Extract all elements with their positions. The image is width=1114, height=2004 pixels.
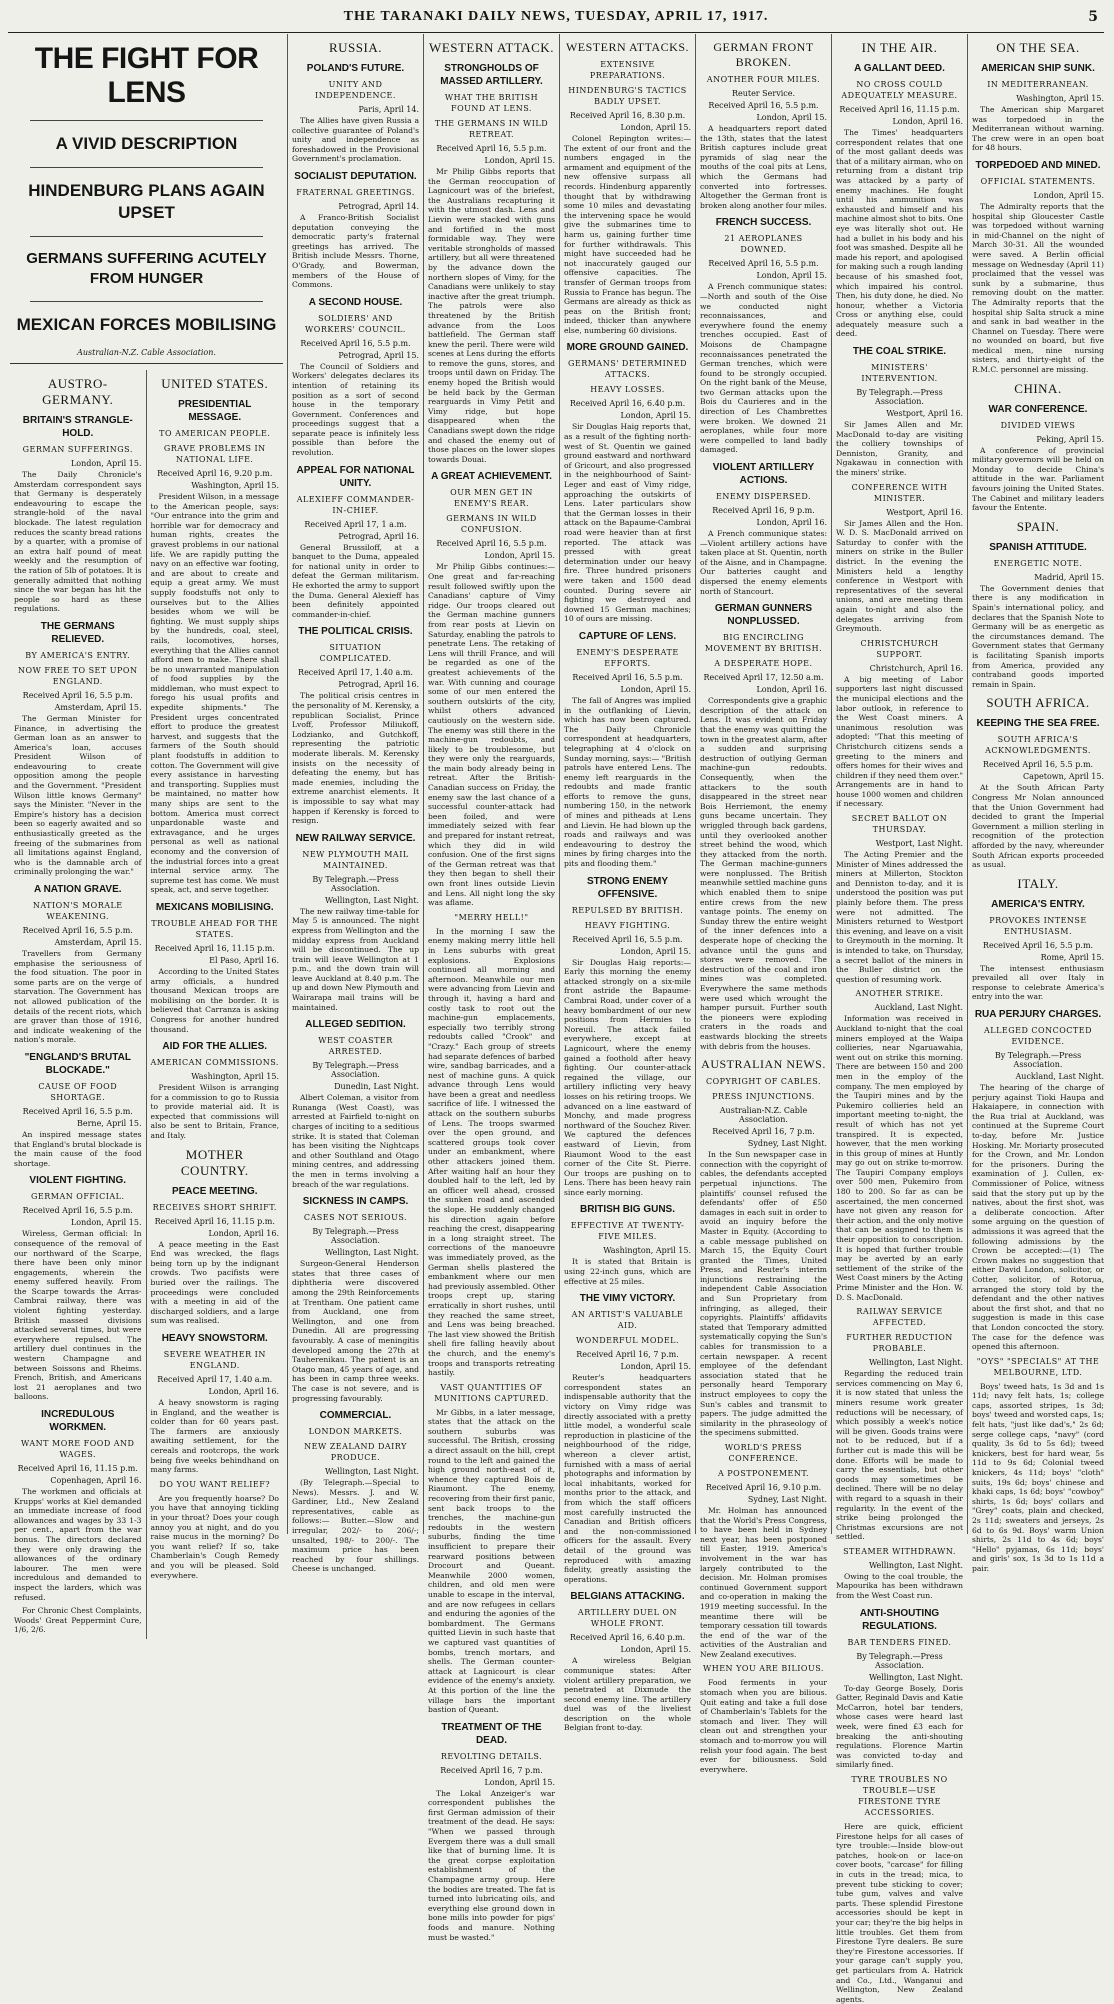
- sub-heading-thin: A DESPERATE HOPE.: [714, 659, 813, 669]
- dateline: London, April 16.: [892, 117, 963, 126]
- sub-heading: TREATMENT OF THE DEAD.: [441, 1721, 542, 1746]
- article-body: Sir Douglas Haig reports that, as a result of the fighting north-west of St. Quentin we gained ground eastward and northward of Gricourt, and also progressed in the neighbourhood of Saint-Leger and east of Vimy ridge, approaching the outskirts of Lens. Later particulars show that the German losses in their attack on the Bapaume-Cambrai road were heavier than at first reported. The attack was pressed with great determination under our heavy fire. Three hundred prisoners were taken and 1500 dead counted. During severe air fighting we destroyed and downed 15 German machines; 10 of ours are missing.: [564, 422, 691, 624]
- article-body: General Brussiloff, at a banquet to the Duma, appealed for national unity in order to defeat the German militarism. He exhorted the army to support the Duma. General Alexieff has been definitely appointed commander-in-chief.: [292, 542, 419, 619]
- article-body: President Wilson, in a message to the American people, says: "Our entrance into the grim and horrible war for democracy and human rights, creates the gravest problems in our national life. We are rapidly putting the navy on an effective war footing, and are about to create and equip a great army. We must supply foodstuffs not only to ourselves but to the Allies besides whom we will be fighting. We must supply ships by the hundreds, coal, steel, rails, locomotives, horses, everything that the Allies cannot afford men to make. There shall be no unwarranted manipulation of food supplies by the middleman, who must expect to forego his usual profits and expedite shipments." The President urges concentrated effort to produce the greatest harvest, and suggests that the farmers of the South should plant foodstuffs in addition to cotton. The Government will give every assistance in harvesting and transporting. Supplies must be maintained, no matter how many ships are sent to the bottom. America must correct unpardonable waste and extravagance, and he urges personal as well as national economy and the conversion of the industrial forces into a great internal service army. The supreme test has come. We must speak, act, and serve together.: [150, 492, 279, 895]
- received-line: By Telegraph.—Press Association.: [312, 1061, 399, 1080]
- dateline: Wellington, Last Night.: [868, 1358, 963, 1368]
- main-headline: THE FIGHT FOR LENS: [34, 42, 259, 109]
- received-line: Received April 16, 5.5 p.m.: [22, 690, 133, 700]
- dateline: Westport, Last Night.: [875, 839, 963, 849]
- article-body: In the Sun newspaper case in connection with the copyright of cables, the defendants accepted perpetual injunctions. The plaintiffs' counsel refused the defendants' offer of £50 damages in each suit in order to avoid an inquiry before the Master in Equity. (According to a cable message published on March 15, the Equity Court granted the Times, United Press, and Reuter's interim injunctions restraining the independent Cable Association and Sun Proprietary from infringing, as alleged, their copyrights. Plaintiffs' affidavits stated that Temporary admitted systematically copying the Sun's cables for transmission to a certain newspaper. A recent employee of the defendant association stated that he personally heard Temporary instruct employees to copy the Sun's cables and transmit to papers. The judge admitted the similarity in the phraseology of the specimens submitted.: [700, 1150, 827, 1438]
- dateline: Washington, April 15.: [1016, 94, 1104, 103]
- advertisement: Food ferments in your stomach when you are bilious. Quit eating and take a full dose of Chamberlain's Tablets for the stomach and liver. They will clean out and strengthen your stomach and to-morrow you will relish your food again. The best ever for biliousness. Sold everywhere.: [700, 1678, 827, 1774]
- article-body: A heavy snowstorm is raging in England, and the weather is colder than for 60 years past. The farmers are anxiously awaiting settlement, for the cereals and rootcrops, the work being five weeks behindhand on many farms.: [150, 1398, 279, 1475]
- sub-heading-thin: CHRISTCHURCH SUPPORT.: [860, 638, 939, 659]
- sub-heading-thin: GERMAN OFFICIAL.: [31, 1192, 125, 1202]
- article-body: The political crisis centres in the personality of M. Kerensky, a republican Socialist, Prince Lvoff, Professor Miliukoff, Lodzianko, and Gutchkoff, representing the patriotic moderate liberals. M. Kerensky insists on the necessity of defeating the enemy, but has made enemies, including the extreme anarchist elements. It is impossible to say what may happen if Kerensky is forced to resign.: [292, 691, 419, 826]
- sub-heading-thin: NEW ZEALAND DAIRY PRODUCE.: [304, 1442, 407, 1463]
- article-body: The workmen and officials at Krupps' works at Kiel demanded an immediate increase of food allowances and wages by 33 1-3 per cent., apart from the war bonus. The directors declared they were only drawing the allowances of the ordinary labourer. The men were incredulous and demanded to inspect the larders, which was refused.: [14, 1487, 142, 1602]
- sub-heading: SPANISH ATTITUDE.: [989, 541, 1087, 553]
- dateline: Westport, April 16.: [886, 507, 963, 517]
- sub-heading: PRESIDENTIAL MESSAGE.: [178, 399, 252, 423]
- article-body: The intensest enthusiasm prevailed all over Italy in response to celebrate America's entry into the war.: [972, 963, 1104, 1002]
- sub-heading-thin: GERMANS IN WILD CONFUSION.: [446, 514, 537, 535]
- sub-heading-thin: EXTENSIVE PREPARATIONS.: [589, 60, 666, 80]
- sub-heading: RUA PERJURY CHARGES.: [974, 1009, 1102, 1021]
- sub-heading: BRITAIN'S STRANGLE-HOLD.: [22, 415, 133, 439]
- sub-heading-thin: PRESS INJUNCTIONS.: [712, 1092, 815, 1102]
- article-body: Mr Philip Gibbs reports that the German reoccupation of Lagnicourt was of the briefest, the Australians recapturing it with the utmost dash. Lens and Lievin were stacked with guns and fortified in the most formidable way. They were veritable strongholds of massed artillery, but all were threatened by the advance down the northern slopes of Vimy, for the Canadians were unlikely to stay inactive after the great triumph. The patrols were also threatened by the British advance from the Loos battlefield. The German staff knew the peril. There were wild scenes at Lens during the efforts to remove the guns, stores, and troops until dawn on Friday. The enemy hoped the British would be held back by the German rearguards in Vimy Petit and Vimy ridge, but hope disappeared when the Canadians swept down the ridge and chased the enemy out of those places on the lower slopes towards Douai.: [428, 167, 555, 464]
- sub-heading: A NATION GRAVE.: [33, 884, 122, 895]
- column-1: [6, 34, 288, 1635]
- received-line: By Telegraph.—Press Association.: [856, 388, 943, 407]
- headline-hindenburg: HINDENBURG PLANS AGAIN UPSET: [28, 181, 265, 222]
- dateline: Wellington, Last Night.: [324, 895, 419, 905]
- sub-heading: AMERICAN SHIP SUNK.: [981, 63, 1095, 74]
- dateline: Copenhagen, April 16.: [50, 1476, 142, 1485]
- sub-heading-thin: VAST QUANTITIES OF MUNITIONS CAPTURED.: [434, 1382, 549, 1403]
- sub-heading: VIOLENT FIGHTING.: [29, 1175, 127, 1187]
- dateline: Peking, April 15.: [1036, 434, 1104, 444]
- sub-heading: THE VIMY VICTORY.: [579, 1293, 676, 1305]
- sub-heading-thin: GERMAN SUFFERINGS.: [22, 445, 133, 454]
- sub-heading: MORE GROUND GAINED.: [566, 342, 689, 354]
- sub-heading-thin: HEAVY FIGHTING.: [584, 920, 671, 930]
- dateline: Washington, April 15.: [191, 1072, 279, 1082]
- received-line: Australian-N.Z. Cable Association.: [719, 1106, 808, 1125]
- article-body: The German Minister for Finance, in advertising the German loan as an answer to America's loan, accuses President Wilson of endeavouring to create opposition among the people and the Government. "President Wilson little knows Germany" says the Minister. "Never in the Empire's history has a decision been so eagerly awaited and so enthusiastically greeted as the freeing of the submarines from all limitations against England, who is the damnable arch of criminally prolonging the war.": [14, 713, 142, 877]
- received-line: Received April 16, 5.5 p.m.: [708, 101, 819, 110]
- article-body: A Franco-British Socialist deputation conveying the democratic party's fraternal greetings has arrived. The British include Messrs. Thorne, O'Grady, and Bowerman, members of the House of Commons.: [292, 212, 419, 290]
- sub-heading-thin: OUR MEN GET IN ENEMY'S REAR.: [450, 488, 533, 509]
- article-body: A French communique states:—Violent artillery actions have taken place at St. Quentin, north of the Aisne, and in Champagne. Our batteries caught and dispersed the enemy elements north of Stancourt.: [700, 529, 827, 596]
- article-body: Mr. Holman has announced that the World's Press Congress, to have been held in Sydney next year, has been postponed till Easter, 1919. America's involvement in the war has largely contributed to the decision. Mr. Holman promises continued Government support and co-operation in making the 1919 meeting successful. In the meantime there will be temporary cessation till towards the end of the war of the activities of the Australian and New Zealand executives.: [700, 1505, 827, 1659]
- article-body: Surgeon-General Henderson states that three cases of diphtheria were discovered among the 29th Reinforcements at Trentham. One patient came from Auckland, one from Wellington, and one from Dunedin. All are progressing favourably. A case of meningitis developed among the 27th at Tauherenikau. The patient is an Otago man, 45 years of age, and has been in camp three weeks. The case is not severe, and is progressing favourably.: [292, 1259, 419, 1403]
- subcolumn-right: [147, 370, 284, 1639]
- sub-heading-thin: WORLD'S PRESS CONFERENCE.: [724, 1442, 803, 1463]
- headline-mexican: MEXICAN FORCES MOBILISING: [16, 315, 277, 334]
- article-body: Albert Coleman, a visitor from Runanga (West Coast), was arrested at Fairfield to-night on charges of inciting to a seditious strike. It is stated that Coleman has been visiting the Nightcaps and other Southland and Otago mining centres, and addressing the men in terms involving a breach of the war regulations.: [292, 1093, 419, 1189]
- dateline: Petrograd, April 16.: [338, 680, 419, 690]
- received-line: Received April 16, 7 p.m.: [712, 1127, 815, 1137]
- sub-heading-thin: TYRE TROUBLES NO TROUBLE—USE FIRESTONE TYRE ACCESSORIES.: [851, 1775, 948, 1817]
- received-line: Reuter Service.: [731, 89, 796, 98]
- sub-heading-thin: MINISTERS' INTERVENTION.: [861, 363, 938, 384]
- article-body: An inspired message states that England's brutal blockade is the main cause of the food shortage.: [14, 1129, 142, 1168]
- article-body: The fall of Angres was implied in the outflanking of Lievin, which has now been captured. The Daily Chronicle correspondent at headquarters, telegraphing at 4 o'clock on Sunday morning, says:— "British patrols have entered Lens. The enemy left rearguards in the redoubts and made frantic efforts to remove the guns, numbering 150, in the network of mines and pitheads at Lens and Lievin. He had blown up the roads and railways and was endeavouring to destroy the mines by firing charges into the pits and flooding them.": [564, 695, 691, 869]
- article-body: The Allies have given Russia a collective guarantee of Poland's unity and independence as foreshadowed in the Provisional Government's proclamation.: [292, 116, 419, 164]
- subcolumns: [10, 370, 283, 1639]
- sub-heading-thin: BY AMERICA'S ENTRY.: [25, 650, 131, 660]
- sub-heading: FRENCH SUCCESS.: [715, 217, 812, 229]
- dateline: Dunedin, Last Night.: [334, 1082, 419, 1092]
- received-line: Received April 17, 1.40 a.m.: [157, 1375, 273, 1384]
- article-body: A conference of provincial military governors will be held on Monday to decide China's attitude in the war. Parliament favours joining the United States. The Cabinet and military leaders favour the Entente.: [972, 445, 1104, 513]
- sub-heading-thin: SITUATION COMPLICATED.: [319, 643, 392, 664]
- article-body: According to the United States army officials, a hundred thousand Mexican troops are mobilising on the border. It is believed that Carranza is asking Congress for another hundred thousand.: [150, 966, 279, 1034]
- sub-heading-thin: HINDENBURG'S TACTICS BADLY UPSET.: [568, 86, 687, 106]
- received-line: Received April 16, 5.5 p.m.: [22, 1206, 133, 1216]
- dateline: London, April 15.: [484, 156, 555, 165]
- dateline: Auckland, Last Night.: [874, 1003, 963, 1013]
- sub-heading-thin: NOW FREE TO SET UPON ENGLAND.: [18, 665, 138, 686]
- article-body: Wireless, German official: In consequence of the removal of our northward of the Scarpe, there have been only minor engagements, wherein the enemy suffered heavily. From the Scarpe towards the Arras-Cambrai railway, there was violent fighting yesterday. British massed divisions attacked several times, but were everywhere repulsed. The artillery duel continues in the western Champagne and between Soissons and Rheims. French, British, and Americans lost 21 aeroplanes and two balloons.: [14, 1229, 142, 1402]
- article-body: The hearing of the charge of perjury against Tioki Haupa and Hakaiapere, in connection with the Rua trial at Auckland, was continued at the Supreme Court to-day, before Mr. Justice Hosking. Mr. Moriarty prosecuted for the Crown, and Mr. London for the prisoners. During the examination of J. Cullen, ex-Commissioner of Police, witness said that the story put up by the natives, about the first shot, was a deliberate concoction. After some arguing on the question of admissions it was agreed that the following admissions by the Crown be accepted:—(1) The Crown makes no suggestion that either David London, solicitor, or Cotter, solicitor, of Rotorua, arranged the story told by the defendant and the other natives about the first shot, and that no suggestion is made in this case that London concocted the story. The case for the defence was opened this afternoon.: [972, 1083, 1104, 1352]
- received-line: By Telegraph.—Press Association.: [994, 1051, 1082, 1070]
- sub-heading-thin: PROVOKES INTENSE ENTHUSIASM.: [989, 915, 1087, 936]
- sub-heading-thin: "MERRY HELL!": [454, 912, 529, 922]
- sub-heading: ALLEGED SEDITION.: [305, 1019, 406, 1031]
- sub-heading: "ENGLAND'S BRUTAL BLOCKADE.": [24, 1051, 131, 1076]
- headline-vivid: A VIVID DESCRIPTION: [55, 134, 238, 153]
- sub-heading-thin: WHAT THE BRITISH FOUND AT LENS.: [444, 93, 539, 113]
- sub-heading-thin: BAR TENDERS FINED.: [847, 1637, 952, 1647]
- masthead: [8, 2, 1104, 33]
- sub-heading-thin: WHEN YOU ARE BILIOUS.: [703, 1664, 824, 1674]
- sub-heading: WAR CONFERENCE.: [988, 403, 1088, 415]
- byline: Australian-N.Z. Cable Association.: [77, 348, 216, 357]
- sub-heading-thin: DO YOU WANT RELIEF?: [159, 1479, 271, 1489]
- dateline: Washington, April 15.: [603, 1246, 691, 1256]
- sub-heading-thin: STEAMER WITHDRAWN.: [843, 1546, 956, 1556]
- advertisement: Here are quick, efficient Firestone helps for all cases of tyre trouble:—Inside blow-out patches, hook-on or lace-on cover boots, "carcase" for filling in cuts in the tread; mica, to prevent tube sticking to cover; tube gum, valves and valve parts. These splendid Firestone accessories should be kept in your car; they're the big helps in little troubles. Get them from Firestone Tyre dealers. Be sure they're Firestone accessories. If your garage can't supply you, get particulars from A. Hatrick and Co., Ltd., Wanganui and Wellington, New Zealand agents.: [836, 1822, 963, 2004]
- section-title: GERMAN FRONT BROKEN.: [713, 40, 814, 69]
- sub-heading-thin: WANT MORE FOOD AND WAGES.: [21, 1439, 135, 1459]
- sub-heading-thin: CASES NOT SERIOUS.: [303, 1213, 408, 1223]
- dateline: Rome, April 15.: [1040, 952, 1104, 962]
- article-body: A peace meeting in the East End was wrecked, the flags being torn up by the indignant crowds. Two pacifists were buried over the railings. The proceedings were concluded with a meeting in aid of the discharged soldiers, and a large sum was realised.: [150, 1239, 279, 1326]
- sub-heading-thin: RAILWAY SERVICE AFFECTED.: [856, 1307, 943, 1328]
- section-title: WESTERN ATTACK.: [429, 40, 554, 55]
- received-line: Received April 16, 5.5 p.m.: [22, 926, 133, 935]
- sub-heading: CAPTURE OF LENS.: [578, 630, 677, 642]
- sub-heading-thin: SOUTH AFRICA'S ACKNOWLEDGMENTS.: [985, 735, 1091, 756]
- sub-heading: COMMERCIAL.: [319, 1410, 392, 1422]
- sub-heading-thin: REPULSED BY BRITISH.: [571, 905, 684, 915]
- received-line: Received April 17, 12.50 a.m.: [703, 673, 824, 683]
- advertisement: Are you frequently hoarse? Do you have that annoying tickling in your throat? Does your cough annoy you at night, and do you raise mucus in the morning? Do you want relief? If so, take Chamberlain's Cough Remedy and you will be pleased. Sold everywhere.: [150, 1493, 279, 1580]
- sub-heading-thin: ANOTHER FOUR MILES.: [706, 75, 821, 84]
- dateline: Berne, April 15.: [76, 1118, 142, 1128]
- headline-hunger: GERMANS SUFFERING ACUTELY FROM HUNGER: [26, 250, 267, 287]
- received-line: Received April 16, 7 p.m.: [576, 1350, 679, 1360]
- section-title: CHINA.: [1014, 380, 1062, 396]
- article-body: Travellers from Germany emphasise the seriousness of the food situation. The poor in some parts are on the verge of starvation. The Government has not allowed publication of the details of the recent riots, which are graver than those of 1916, and indicate weakening of the nation's morale.: [14, 949, 142, 1045]
- dateline: London, April 15.: [484, 551, 555, 561]
- received-line: Received April 16, 5.5 p.m.: [982, 760, 1094, 770]
- sub-heading-thin: AN ARTIST'S VALUABLE AID.: [571, 1310, 684, 1331]
- article-body: A big meeting of Labor supporters last night discussed the municipal elections and the labor outlook, in reference to the West Coast miners. A unanimous resolution was adopted: "That this meeting of Christchurch citizens sends a greeting to the miners and offers homes for their wives and children if they need them over." Arrangements are in hand to house 1000 women and children if necessary.: [836, 674, 963, 809]
- received-line: Received April 16, 11.15 p.m.: [154, 943, 275, 953]
- sub-heading-thin: NATION'S MORALE WEAKENING.: [32, 901, 123, 921]
- sub-heading-thin: CONFERENCE WITH MINISTER.: [851, 482, 948, 503]
- dateline: London, April 15.: [756, 113, 827, 122]
- dateline: London, April 16.: [756, 685, 827, 695]
- dateline: Wellington, Last Night.: [324, 1248, 419, 1258]
- dateline: Petrograd, April 15.: [338, 350, 419, 360]
- section-title: SOUTH AFRICA.: [986, 695, 1090, 711]
- dateline: Christchurch, April 16.: [869, 663, 963, 673]
- column-5: [696, 34, 832, 1774]
- column-6: [832, 34, 968, 2004]
- section-title: MOTHER COUNTRY.: [180, 1146, 249, 1178]
- sub-heading-thin: BIG ENCIRCLING MOVEMENT BY BRITISH.: [704, 633, 823, 654]
- received-line: Received April 17, 1.40 a.m.: [298, 668, 413, 678]
- sub-heading-thin: IN MEDITERRANEAN.: [987, 80, 1089, 89]
- article-body: The Acting Premier and the Minister of Mines addressed the miners at Millerton, Stockton and Denniston to-day, and it is understood the position was put plainly before them. The press were not admitted. The Ministers returned to Westport this evening, and leave on a visit to Greymouth in the morning. It is intended to take, on Thursday, a secret ballot of the miners in the Buller district on the question of resuming work.: [836, 850, 963, 984]
- sub-heading-thin: WEST COASTER ARRESTED.: [318, 1036, 393, 1057]
- article-body: A wireless Belgian communique states: After violent artillery preparation, we penetrated at Dixmude the second enemy line. The artillery duel was of the liveliest description on the whole Belgian front to-day.: [564, 1656, 691, 1733]
- received-line: Received April 16, 6.40 p.m.: [569, 399, 686, 409]
- dateline: London, April 15.: [620, 1362, 691, 1372]
- sub-heading: STRONG ENEMY OFFENSIVE.: [586, 875, 669, 900]
- article-body: A headquarters report dated the 13th, states that the latest British captures include great pyramids of slag near the mouths of the coal pits at Lens, which the Germans had converted into fortresses. Altogether the German front is broken along another four miles.: [700, 124, 827, 210]
- sub-heading: BRITISH BIG GUNS.: [579, 1204, 675, 1216]
- article-body: At the South African Party Congress Mr Nolan announced that the Union Government had decided to grant the Imperial Government a million sterling in recognition of the protection afforded by the navy, whereunder South African exports proceeded as usual.: [972, 783, 1104, 870]
- sub-heading-thin: RECEIVES SHORT SHRIFT.: [152, 1202, 277, 1212]
- section-title: AUSTRO-GERMANY.: [42, 376, 114, 407]
- sub-heading: INCREDULOUS WORKMEN.: [41, 1409, 115, 1433]
- article-body: The Admiralty reports that the hospital ship Gloucester Castle was torpedoed without warning in mid-Channel on the night of March 30-31. All the wounded were saved. A Berlin official message on Wednesday (April 11) proclaimed that the vessel was sunk by a submarine, thus removing doubt on the matter. The Admiralty reports that the hospital ship Salta struck a mine and sank in bad weather in the Channel on Tuesday. There were no wounded on board, but five medical men, nine nursing sisters, and thirty-eight of the R.M.C. personnel are missing.: [972, 201, 1104, 375]
- dateline: Capetown, April 15.: [1023, 772, 1104, 782]
- section-title: SPAIN.: [1016, 518, 1060, 534]
- sub-heading-thin: FRATERNAL GREETINGS.: [296, 187, 415, 197]
- dateline: Amsterdam, April 15.: [54, 702, 142, 712]
- dateline: Paris, April 14.: [358, 105, 419, 114]
- sub-heading: KEEPING THE SEA FREE.: [976, 718, 1100, 730]
- article-body: Sir Douglas Haig reports:—Early this morning the enemy attacked strongly on a six-mile front astride the Bapaume-Cambrai Road, under cover of a heavy bombardment of our new positions from Hermies to Noreuil. The attack failed everywhere, except at Lagnicourt, where the enemy gained a foothold after heavy fighting. Our counter-attack regained the village, our artillery inflicting very heavy losses on his retiring troops. We advanced on a line eastward of Monchy, and made progress northward of the Souchez River. We captured the defences eastward of Lievin, from Riaumont Wood to the east corner of the Cite St. Pierre. Our troops are pushing on to Lens. There has been heavy rain since early morning.: [564, 957, 691, 1197]
- sub-heading: A GREAT ACHIEVEMENT.: [431, 471, 552, 483]
- sub-heading-thin: NEW PLYMOUTH MAIL MAINTAINED.: [302, 849, 409, 870]
- sub-heading-thin: TO AMERICAN PEOPLE.: [159, 429, 271, 438]
- dateline: Amsterdam, April 15.: [54, 938, 142, 947]
- article-body: A French communique states:—North and south of the Oise we conducted night reconnaissances, and everywhere found the enemy trenches occupied. East of Moisons de Champagne reconnaissances penetrated the German trenches, which were found to be strongly occupied. On the right bank of the Meuse, two German attacks upon the Bois du Caurieres and in the direction of Les Chambrettes were broken. We downed 21 aeroplanes, while four more were compelled to land badly damaged.: [700, 282, 827, 455]
- dateline: Wellington, Last Night.: [324, 1467, 419, 1477]
- section-title: WESTERN ATTACKS.: [565, 40, 690, 54]
- article-body: The Daily Chronicle's Amsterdam correspondent says that Germany is desperately endeavouring to escape the strangle-hold of the naval blockade. The latest regulation reduces the scanty bread rations by a quarter, with a promise of an extra half pound of meat weekly and the resumption of the ration of 5lb of potatoes. It is generally admitted that nothing since the war began has hit the people so hard as these regulations.: [14, 470, 142, 614]
- section-title: UNITED STATES.: [161, 376, 269, 391]
- article-body: The Lokal Anzeiger's war correspondent publishes the first German admission of their treatment of the dead. He says: "When we passed through Evergem there was a dull small like that of burning lime. It is the great corpse exploitation establishment of the Champagne army group. Here the bodies are treated. The fat is turned into lubricating oils, and everything else ground down in bone mills into powder for pigs' foods and manure. Nothing must be wasted.": [428, 1788, 555, 1942]
- received-line: Received April 16, 7 p.m.: [440, 1765, 543, 1775]
- sub-heading: VIOLENT ARTILLERY ACTIONS.: [712, 462, 815, 487]
- article-body: Reuter's headquarters correspondent states an indispensable authority that the victory on Vimy ridge was directly associated with a pretty little model, a wonderful scale reproduction in plasticine of the neighbourhood of the ridge, whereon a clever artist, furnished with a mass of aerial photographs and information by local inhabitants, worked for months prior to the attack, and from which the staff officers most carefully instructed the Canadian and British officers and the non-commissioned officers for the assault. Every detail of the ground was reproduced with amazing fidelity, greatly assisting the operations.: [564, 1373, 691, 1584]
- dateline: Auckland, Last Night.: [1015, 1072, 1104, 1082]
- dateline: London, April 15.: [620, 1645, 691, 1655]
- sub-heading-thin: ARTILLERY DUEL ON WHOLE FRONT.: [577, 1608, 678, 1629]
- dateline: London, April 15.: [620, 946, 691, 956]
- masthead-title: THE TARANAKI DAILY NEWS, TUESDAY, APRIL 17, 1917.: [343, 9, 769, 24]
- dateline: London, April 15.: [620, 123, 691, 132]
- sub-heading: THE COAL STRIKE.: [852, 346, 947, 358]
- article-body: The American ship Margaret was torpedoed in the Mediterranean without warning. The crew were in an open boat for 48 hours.: [972, 105, 1104, 153]
- sub-heading-thin: ENEMY DISPERSED.: [716, 492, 811, 502]
- dateline: Wellington, Last Night.: [868, 1672, 963, 1682]
- article-body: The Government denies that there is any modification in Spain's international policy, and declares that the Spanish Note to Germany will be as energetic as the circumstances demand. The Government states that Germany is facilitating Spanish imports from America, provided any contraband goods imported remain in Spain.: [972, 583, 1104, 689]
- article-body: Colonel Repington writes:—The extent of our front and the numbers engaged in the armament and equipment of the new offensive surpass all records. Hindenburg apparently thought that by withdrawing some 10 miles and devastating the intervening space he would give the submarines time to harm us, gaining further time for further withdrawals. This might have succeeded had he not inaccurately gauged our offensive capacities. The transfer of German troops from Russia to France has begun. The Germans are already as thick as peas on the British front; indeed, thicker than anywhere else, numbering 60 divisions.: [564, 134, 691, 335]
- column-4: [560, 34, 696, 1733]
- dateline: London, April 15.: [756, 271, 827, 281]
- article-body: Sir James Allen and Mr. MacDonald to-day are visiting the colliery townships of Denniston, Granity, and Ngakawau in connection with the miners' strike.: [836, 420, 963, 478]
- dateline: Sydney, Last Night.: [747, 1139, 827, 1149]
- article-body: It is stated that Britain is using 22-inch guns, which are effective at 25 miles.: [564, 1257, 691, 1286]
- sub-heading-thin: ANOTHER STRIKE.: [855, 989, 944, 999]
- sub-heading-thin: TROUBLE AHEAD FOR THE STATES.: [151, 918, 279, 939]
- dateline: London, April 15.: [620, 411, 691, 421]
- sub-heading-thin: "OYS" "SPECIALS" AT THE MELBOURNE, LTD.: [976, 1356, 1100, 1377]
- received-line: Received April 16, 5.5 p.m.: [300, 338, 411, 348]
- received-line: By Telegraph.—Press Association.: [856, 1651, 943, 1670]
- article-body: The Times' headquarters correspondent relates that one of the most gallant deeds was that of a military airman, who on returning from a distant trip was attacked by a party of enemy machines. He fought until his ammunition was exhausted and himself and his machine almost shot to bits. One eye was literally shot out. He had a bullet in his body and his foot was smashed. Despite all he made his report, and apologised for making such a rough landing because of his smashed foot, which impaired his control. Then, his duty done, he died. No honour, whether a Victoria Cross or anything else, could adequately measure such a deed.: [836, 128, 963, 339]
- received-line: Received April 16, 5.5 p.m.: [572, 672, 683, 682]
- sub-heading-thin: A POSTPONEMENT.: [717, 1468, 810, 1478]
- article-body: Mr Philip Gibbs continues:—One great and far-reaching result followed swiftly upon the Canadians' capture of Vimy ridge. Our troops cleared out the German machine gunners from rear posts at Lievin on Saturday, enabling the patrols to penetrate Lens. The retaking of Lens will thrill France, and will be regarded as one of the greatest achievements of the war. With cunning and courage some of our men entered the southern outskirts of the city, whilst others advanced cautiously on the western side. The enemy was still there in the machine-gun redoubts, and likely to be troublesome, but they were only the rearguards, the main body already being in retreat. After the British-Canadian success on Friday, the enemy saw the last chance of a successful counter-attack had been foiled, and were immediately seized with fear and prepared for instant retreat, which they did in wild confusion. One of the first signs of the German retreat was that they then began to shell their own front lines outside Lievin and Lens. All night long the sky was aflame.: [428, 562, 555, 908]
- received-line: By Telegraph.—Press Association.: [312, 1227, 399, 1246]
- sub-heading: NEW RAILWAY SERVICE.: [295, 832, 416, 844]
- section-title: AUSTRALIAN NEWS.: [701, 1057, 826, 1072]
- sub-heading-thin: FURTHER REDUCTION PROBABLE.: [846, 1333, 953, 1354]
- dateline: Petrograd, April 14.: [338, 201, 419, 211]
- section-title: ON THE SEA.: [996, 40, 1080, 55]
- sub-heading-thin: NO CROSS COULD ADEQUATELY MEASURE.: [841, 80, 958, 100]
- advertisement: Boys' tweed hats, 1s 3d and 1s 11d; navy felt hats, 1s; college caps, assorted stripes, 1s 3d; boys' tweed and worsted caps, 1s; felt hats, "just like dad's," 2s 6d; serge college caps, "navy" (cord quality, 3s 6d to 5s 6d); tweed knickers, best for hard wear, 5s 11d to 9s 6d; Colonial tweed knickers, 4s 11d; boys' "cloth" suits, 19s 6d; boys' chinese and khaki caps, 1s 6d; boys' "cowboy" shirts, 1s 6d; boys' collars and "Grey" coats, plain and checked, 2s 11d; sweaters and jerseys, 2s 6d to 6s 9d. Boys' warm Union shirts, 2s 11d to 4s 6d; boys' "Hello" pyjamas, 6s 11d; boys' and girls' sox, 1s 3d to 1s 11d a pair.: [972, 1381, 1104, 1573]
- sub-heading-thin: LONDON MARKETS.: [308, 1427, 403, 1437]
- sub-heading: BELGIANS ATTACKING.: [570, 1591, 685, 1603]
- article-body: Sir James Allen and the Hon. W. D. S. MacDonald arrived on Saturday to confer with the miners on strike in the Buller district. In the evening the Ministers held a lengthy conference in Westport with representatives of the several unions, and are meeting them again to-night and also the delegates arriving from Greymouth.: [836, 518, 963, 634]
- section-title: RUSSIA.: [329, 40, 382, 55]
- received-line: Received April 16, 5.5 p.m.: [982, 940, 1094, 950]
- sub-heading: SOCIALIST DEPUTATION.: [294, 170, 417, 182]
- sub-heading-thin: EFFECTIVE AT TWENTY-FIVE MILES.: [570, 1221, 685, 1242]
- columns: [6, 34, 1108, 2004]
- sub-heading-thin: SOLDIERS' AND WORKERS' COUNCIL.: [305, 313, 406, 334]
- received-line: Received April 16, 11.15 p.m.: [154, 1216, 275, 1226]
- dateline: London, April 15.: [484, 1777, 555, 1787]
- sub-heading-thin: UNITY AND INDEPENDENCE.: [315, 80, 396, 100]
- received-line: Received April 16, 11.15 p.m.: [17, 1464, 138, 1473]
- dateline: London, April 15.: [1033, 190, 1104, 200]
- sub-heading: GERMAN GUNNERS NONPLUSSED.: [714, 603, 813, 628]
- received-line: Received April 16, 9.10 p.m.: [705, 1482, 822, 1492]
- sub-heading: HEAVY SNOWSTORM.: [161, 1333, 268, 1344]
- article-body: Owing to the coal trouble, the Mapourika has been withdrawn from the West Coast run.: [836, 1571, 963, 1601]
- sub-heading: A SECOND HOUSE.: [308, 296, 403, 308]
- sub-heading-thin: THE GERMANS IN WILD RETREAT.: [434, 119, 549, 139]
- received-line: Received April 16, 8.30 p.m.: [569, 111, 686, 120]
- received-line: Received April 16, 6.40 p.m.: [569, 1633, 686, 1643]
- sub-heading-thin: COPYRIGHT OF CABLES.: [705, 1077, 822, 1087]
- dateline: London, April 15.: [70, 459, 142, 468]
- received-line: Received April 16, 9 p.m.: [712, 506, 815, 516]
- dateline: Petrograd, April 16.: [338, 531, 419, 541]
- dateline: Westport, April 16.: [886, 409, 963, 419]
- sub-heading-thin: SEVERE WEATHER IN ENGLAND.: [163, 1350, 266, 1370]
- sub-heading-thin: 21 AEROPLANES DOWNED.: [724, 234, 803, 255]
- article-body: Mr Gibbs, in a later message, states that the attack on the southern suburbs was successful. The British, crossing a direct assault on the hill, crept round to the left and gained the high ground north-east of it, whence they captured Bois de Riaumont. The enemy, recovering from their first panic, sent back troops to the trenches, the machine-gun redoubts in the western suburbs, finding the time insufficient to prepare their rearward positions between Drocourt and Queant. Meanwhile 2000 women, children, and old men were unable to escape in the interval, and are now refugees in cellars and enduring the agonies of the bombardment. The Germans quitted Lievin in such haste that we captured vast quantities of bombs, trench mortars, and shells. The German counter-attack at Lagnicourt is clear evidence of the enemy's anxiety. At this portion of the line the village bars the important bastion of Queant.: [428, 1407, 555, 1715]
- received-line: Received April 16, 5.5 p.m.: [22, 1106, 133, 1116]
- sub-heading: TORPEDOED AND MINED.: [975, 159, 1101, 171]
- received-line: Received April 17, 1 a.m.: [304, 519, 407, 529]
- sub-heading-thin: CAUSE OF FOOD SHORTAGE.: [38, 1081, 118, 1102]
- subcolumn-left: [10, 370, 147, 1639]
- sub-heading-thin: WONDERFUL MODEL.: [575, 1336, 680, 1346]
- article-body: To-day George Bosely, Doris Gatter, Reginald Davis and Katie McCarron, hotel bar tenders, whose cases were heard last week, were fined £3 each for breaking the anti-shouting regulations. Florence Martin was convicted to-day and similarly fined.: [836, 1683, 963, 1770]
- section-title: ITALY.: [1017, 875, 1059, 891]
- sub-heading-thin: ALLEGED CONCOCTED EVIDENCE.: [984, 1026, 1092, 1047]
- sub-heading: ANTI-SHOUTING REGULATIONS.: [859, 1607, 940, 1632]
- sub-heading: PEACE MEETING.: [171, 1185, 258, 1197]
- received-line: Received April 16, 5.5 p.m.: [436, 539, 547, 549]
- article-body: Regarding the reduced train services commencing on May 6, it is now stated that unless the miners resume work greater reductions will be necessary, of which possibly a week's notice will be given. Goods trains were not to be reduced, but if a further cut is made this will be done. Efforts will be made to carry the essentials, but other goods may sometimes be declined. There will be no delay with regard to a squash in their regularity. In the event of the strike being prolonged the Christmas excursions are not settled.: [836, 1369, 963, 1542]
- article-body: President Wilson is arranging for a commission to go to Russia to provide material aid. It is expected that commissions will also be sent to Britain, France, and Italy.: [150, 1083, 279, 1141]
- sub-heading-thin: REVOLTING DETAILS.: [440, 1751, 543, 1761]
- sub-heading-thin: DIVIDED VIEWS: [1000, 420, 1076, 430]
- dateline: London, April 16.: [208, 1228, 279, 1238]
- sub-heading-thin: ENEMY'S DESPERATE EFFORTS.: [576, 647, 679, 668]
- received-line: Received April 16, 5.5 p.m.: [572, 934, 683, 944]
- sub-heading: POLAND'S FUTURE.: [306, 63, 405, 74]
- sub-heading-thin: GERMANS' DETERMINED ATTACKS.: [567, 359, 687, 380]
- sub-heading: SICKNESS IN CAMPS.: [302, 1196, 409, 1208]
- article-body: (By Telegraph.—Special to News). Messrs. J. and W. Gardiner, Ltd., New Zealand representatives, cable as follows:— Butter.—Slow and irregular, 202/- to 206/-; unsalted, 198/- to 200/-. The maximum price has been reached by four shillings. Cheese is unchanged.: [292, 1478, 419, 1574]
- section-title: IN THE AIR.: [861, 40, 938, 55]
- article-body: Correspondents give a graphic description of the attack on Lens. It was evident on Friday that the enemy was quitting the town in the greatest alarm, after a sudden and surprising destruction of outlying German machine-gun redoubts. Consequently, when the attackers to the south disappeared in the street near Bois Herriemont, the enemy guns became uncertain. They wriggled through back gardens, until they overlooked another street behind the wood, which they attacked from the north. The German machine-gunners were nonplussed. The British meanwhile settled machine guns which enabled them to snipe entire crews from the new vantage points. The enemy on Sunday threw the entire weight of the inner defences into a desperate hope of checking the advance until the guns and stores were removed. The destruction of the coal and iron mines was completed. Everywhere the same methods were used which wrought the hamper pursuit. Further south the pioneers were exploding craters in the roads and eastwards blocking the streets with debris from the houses.: [700, 696, 827, 1051]
- dateline: London, April 15.: [620, 684, 691, 694]
- sub-heading-thin: SECRET BALLOT ON THURSDAY.: [851, 814, 948, 835]
- article-body: Information was received in Auckland to-night that the coal miners employed at the Waipa collieries, near Ngaruawahia, went out on strike this morning. There are between 150 and 200 men in the employ of the company. The men employed by the Taupiri mines and by the Pukemiro collieries held an important meeting to-night, the result of which has not yet transpired. It is expected, however, that the men working in this group of mines at Huntly may go out on strike to-morrow. The Taupiri Company employs over 500 men, Pukemiro from 180 to 200. So far as can be ascertained, the men concerned have not given any reason for their action, and the only motive that can be assigned to them is their opposition to conscription. It is hoped that further trouble may be averted by an early settlement of the strike of the West Coast miners by the Acting Prime Minister and the Hon. W. D. S. MacDonald.: [836, 1014, 963, 1302]
- sub-heading: AID FOR THE ALLIES.: [162, 1041, 268, 1053]
- column-7: [968, 34, 1108, 1573]
- sub-heading-thin: GRAVE PROBLEMS IN NATIONAL LIFE.: [163, 444, 266, 464]
- sub-heading-thin: ALEXIEFF COMMANDER-IN-CHIEF.: [296, 494, 415, 515]
- dateline: Washington, April 15.: [191, 481, 279, 490]
- sub-heading: AMERICA'S ENTRY.: [991, 898, 1085, 910]
- dateline: Wellington, Last Night.: [868, 1560, 963, 1570]
- received-line: By Telegraph.—Press Association.: [312, 874, 399, 893]
- article-body: In the morning I saw the enemy making merry little hell in Lens suburbs with great explosions. Explosions continued all morning and afternoon. Meanwhile our men were advancing from Lievin and through it, having a hard and costly task to root out the machine-gun emplacements, especially two terribly strong redoubts called "Crook" and "Crazy." Each group of streets had separate defences of barbed wire, sandbag barricades, and a nest of machine guns. A quick advance through Lens would have been a great and needless sacrifice of life. I witnessed the attack on the southern suburbs of Lens. The troops swarmed over the open ground, and scattered groups took cover under an embankment, where other attackers joined them. After waiting half an hour they doubled half to the left, led by an officer well ahead, crossed the sunken road and ascended the slope. He suddenly changed his direction again before reaching the crest, disappearing in a long straight street. The corrections of the manoeuvre was immediately proved, as the German shells plastered the embankment where our men had previously assembled. Other troops crept up, staring erratically in short rushes, until they reached the same street, and Lens was being breached. The last view showed the British shell fire falling heavily about the church, and the enemy's troops and transports retreating hastily.: [428, 926, 555, 1378]
- sub-heading-thin: AMERICAN COMMISSIONS.: [150, 1058, 279, 1068]
- sub-heading: MEXICANS MOBILISING.: [155, 901, 274, 913]
- sub-heading-thin: ENERGETIC NOTE.: [993, 558, 1083, 568]
- column-3: [424, 34, 560, 1942]
- dateline: London, April 16.: [208, 1387, 279, 1396]
- sub-heading: THE GERMANS RELIEVED.: [40, 620, 115, 645]
- advertisement: For Chronic Chest Complaints, Woods' Great Peppermint Cure, 1/6, 2/6.: [14, 1606, 142, 1635]
- page-number: 5: [1088, 9, 1098, 25]
- sub-heading-thin: HEAVY LOSSES.: [590, 385, 665, 395]
- received-line: Received April 16, 11.15 p.m.: [839, 105, 960, 114]
- article-body: The Council of Soldiers and Workers' delegates declares its intention of retaining its position as a sort of second house in the temporary Government. Conferences and proceedings suggest that a separate peace is infinitely less possible than before the revolution.: [292, 361, 419, 458]
- sub-heading-thin: OFFICIAL STATEMENTS.: [980, 176, 1096, 186]
- dateline: Madrid, April 15.: [1034, 572, 1104, 582]
- dateline: Sydney, Last Night.: [747, 1494, 827, 1504]
- sub-heading: THE POLITICAL CRISIS.: [298, 626, 413, 638]
- article-body: The new railway time-table for May 5 is announced. The night express from Wellington and the midday express from Auckland will be discontinued. The up train will leave Wellington at 1 p.m., and the down train will leave Auckland at 8.40 p.m. The up and down New Plymouth and Wairarapa mail trains will be maintained.: [292, 906, 419, 1012]
- received-line: Received April 16, 5.5 p.m.: [436, 144, 547, 153]
- received-line: Received April 16, 5.5 p.m.: [708, 259, 819, 269]
- received-line: Received April 16, 9.20 p.m.: [157, 469, 273, 478]
- sub-heading: APPEAL FOR NATIONAL UNITY.: [296, 464, 415, 489]
- dateline: London, April 15.: [70, 1218, 142, 1228]
- dateline: London, April 16.: [756, 518, 827, 528]
- dateline: El Paso, April 16.: [209, 955, 279, 965]
- sub-heading: A GALLANT DEED.: [854, 63, 945, 74]
- sub-heading: STRONGHOLDS OF MASSED ARTILLERY.: [440, 63, 543, 87]
- column-2: [288, 34, 424, 1574]
